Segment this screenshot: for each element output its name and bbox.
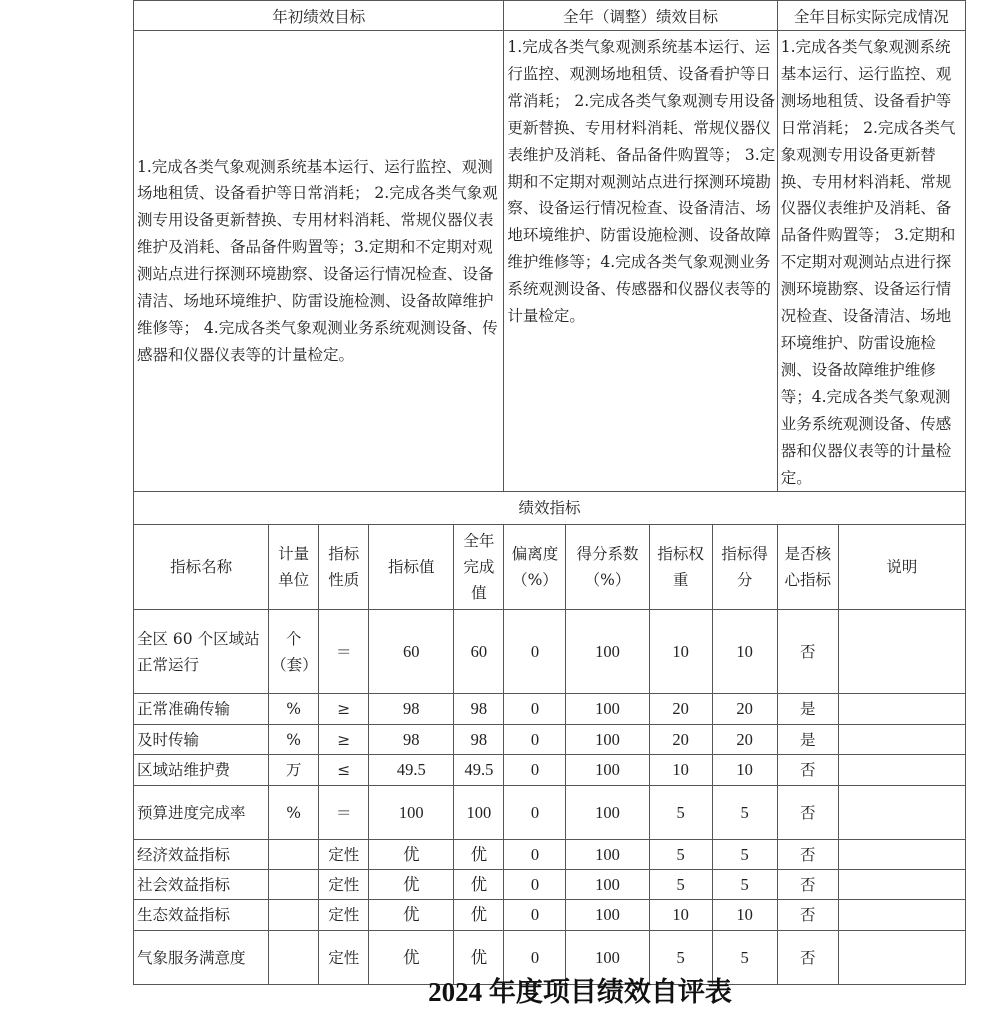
col-header-weight: 指标权重 <box>649 525 712 610</box>
target-value: 优 <box>369 900 454 931</box>
actual-value: 优 <box>454 900 504 931</box>
core-flag: 是 <box>777 694 838 725</box>
target-value: 优 <box>369 931 454 985</box>
nature: 定性 <box>319 900 369 931</box>
score-coef: 100 <box>566 755 649 786</box>
unit: 个（套） <box>269 610 319 694</box>
target-value: 60 <box>369 610 454 694</box>
col-header-nature: 指标性质 <box>319 525 369 610</box>
table-row <box>134 610 966 694</box>
actual-value: 优 <box>454 931 504 985</box>
nature: ≤ <box>319 755 369 786</box>
unit: % <box>269 694 319 725</box>
nature: ≥ <box>319 725 369 755</box>
score: 10 <box>712 900 777 931</box>
score: 10 <box>712 610 777 694</box>
weight: 5 <box>649 870 712 900</box>
target-value: 优 <box>369 870 454 900</box>
note <box>838 725 965 755</box>
deviation: 0 <box>504 786 566 840</box>
header-actual-completion: 全年目标实际完成情况 <box>777 1 965 31</box>
score: 5 <box>712 840 777 870</box>
initial-goals-text: 1.完成各类气象观测系统基本运行、运行监控、观测场地租赁、设备看护等日常消耗； 2.完成各类气象观测专用设备更新替换、专用材料消耗、常规仪器仪表维护及消耗、备品备件购置等；3.定期和不定期对观测站点进行探测环境勘察、设备运行情况检查、设备清洁、场地环境维护、防雷设施检测、设备故障维护维修等； 4.完成各类气象观测业务系统观测设备、传感器和仪器仪表等的计量检定。 <box>134 31 504 492</box>
actual-value: 60 <box>454 610 504 694</box>
weight: 5 <box>649 931 712 985</box>
adjusted-goals-text: 1.完成各类气象观测系统基本运行、运行监控、观测场地租赁、设备看护等日常消耗； 2.完成各类气象观测专用设备更新替换、专用材料消耗、常规仪器仪表维护及消耗、备品备件购置等； 3.定期和不定期对观测站点进行探测环境勘察、设备运行情况检查、设备清洁、场地环境维护、防雷设施检测、设备故障维护维修等；4.完成各类气象观测业务系统观测设备、传感器和仪器仪表等的计量检定。 <box>504 31 777 492</box>
unit: % <box>269 786 319 840</box>
score: 5 <box>712 786 777 840</box>
score: 20 <box>712 725 777 755</box>
weight: 10 <box>649 900 712 931</box>
unit <box>269 870 319 900</box>
col-header-unit: 计量单位 <box>269 525 319 610</box>
col-header-target: 指标值 <box>369 525 454 610</box>
score: 5 <box>712 931 777 985</box>
weight: 10 <box>649 755 712 786</box>
indicator-name: 气象服务满意度 <box>134 931 269 985</box>
deviation: 0 <box>504 610 566 694</box>
indicator-name: 全区 60 个区域站正常运行 <box>134 610 269 694</box>
nature: 定性 <box>319 931 369 985</box>
note <box>838 870 965 900</box>
actual-value: 49.5 <box>454 755 504 786</box>
note <box>838 610 965 694</box>
nature: 定性 <box>319 840 369 870</box>
score-coef: 100 <box>566 725 649 755</box>
core-flag: 否 <box>777 931 838 985</box>
indicators-section-title: 绩效指标 <box>134 492 966 525</box>
score: 10 <box>712 755 777 786</box>
table-row <box>134 725 966 755</box>
col-header-actual: 全年完成值 <box>454 525 504 610</box>
deviation: 0 <box>504 725 566 755</box>
deviation: 0 <box>504 931 566 985</box>
table-row <box>134 840 966 870</box>
weight: 20 <box>649 694 712 725</box>
actual-value: 100 <box>454 786 504 840</box>
nature: ＝ <box>319 610 369 694</box>
note <box>838 755 965 786</box>
indicator-name: 区域站维护费 <box>134 755 269 786</box>
score-coef: 100 <box>566 610 649 694</box>
unit <box>269 900 319 931</box>
score-coef: 100 <box>566 786 649 840</box>
weight: 5 <box>649 840 712 870</box>
core-flag: 否 <box>777 900 838 931</box>
target-value: 100 <box>369 786 454 840</box>
actual-value: 98 <box>454 694 504 725</box>
actual-value: 98 <box>454 725 504 755</box>
col-header-deviation: 偏离度（%） <box>504 525 566 610</box>
page-title: 2024 年度项目绩效自评表 <box>428 977 732 1007</box>
note <box>838 900 965 931</box>
col-header-coef: 得分系数（%） <box>566 525 649 610</box>
indicator-name: 正常准确传输 <box>134 694 269 725</box>
table-row <box>134 900 966 931</box>
col-header-score: 指标得分 <box>712 525 777 610</box>
weight: 5 <box>649 786 712 840</box>
target-value: 优 <box>369 840 454 870</box>
weight: 10 <box>649 610 712 694</box>
indicator-name: 经济效益指标 <box>134 840 269 870</box>
indicator-name: 预算进度完成率 <box>134 786 269 840</box>
core-flag: 否 <box>777 870 838 900</box>
unit: 万 <box>269 755 319 786</box>
score-coef: 100 <box>566 694 649 725</box>
header-adjusted-goals: 全年（调整）绩效目标 <box>504 1 777 31</box>
table-row <box>134 870 966 900</box>
target-value: 98 <box>369 694 454 725</box>
nature: ＝ <box>319 786 369 840</box>
weight: 20 <box>649 725 712 755</box>
unit <box>269 840 319 870</box>
deviation: 0 <box>504 755 566 786</box>
deviation: 0 <box>504 900 566 931</box>
core-flag: 否 <box>777 840 838 870</box>
indicator-name: 生态效益指标 <box>134 900 269 931</box>
core-flag: 否 <box>777 610 838 694</box>
note <box>838 694 965 725</box>
table-row <box>134 694 966 725</box>
actual-completion-text: 1.完成各类气象观测系统基本运行、运行监控、观测场地租赁、设备看护等日常消耗； 2.完成各类气象观测专用设备更新替换、专用材料消耗、常规仪器仪表维护及消耗、备品备件购置等； 3.定期和不定期对观测站点进行探测环境勘察、设备运行情况检查、设备清洁、场地环境维护、防雷设施检测、设备故障维护维修等；4.完成各类气象观测业务系统观测设备、传感器和仪器仪表等的计量检定。 <box>777 31 965 492</box>
indicator-name: 社会效益指标 <box>134 870 269 900</box>
nature: ≥ <box>319 694 369 725</box>
score-coef: 100 <box>566 931 649 985</box>
performance-table <box>133 0 966 985</box>
actual-value: 优 <box>454 840 504 870</box>
note <box>838 786 965 840</box>
col-header-name: 指标名称 <box>134 525 269 610</box>
target-value: 98 <box>369 725 454 755</box>
deviation: 0 <box>504 870 566 900</box>
core-flag: 否 <box>777 755 838 786</box>
actual-value: 优 <box>454 870 504 900</box>
table-row <box>134 755 966 786</box>
unit: % <box>269 725 319 755</box>
table-row <box>134 786 966 840</box>
deviation: 0 <box>504 694 566 725</box>
target-value: 49.5 <box>369 755 454 786</box>
core-flag: 否 <box>777 786 838 840</box>
indicator-name: 及时传输 <box>134 725 269 755</box>
core-flag: 是 <box>777 725 838 755</box>
note <box>838 840 965 870</box>
col-header-core: 是否核心指标 <box>777 525 838 610</box>
header-initial-goals: 年初绩效目标 <box>134 1 504 31</box>
col-header-note: 说明 <box>838 525 965 610</box>
score: 5 <box>712 870 777 900</box>
indicators-header-row <box>134 525 966 610</box>
deviation: 0 <box>504 840 566 870</box>
score: 20 <box>712 694 777 725</box>
score-coef: 100 <box>566 900 649 931</box>
score-coef: 100 <box>566 840 649 870</box>
nature: 定性 <box>319 870 369 900</box>
score-coef: 100 <box>566 870 649 900</box>
